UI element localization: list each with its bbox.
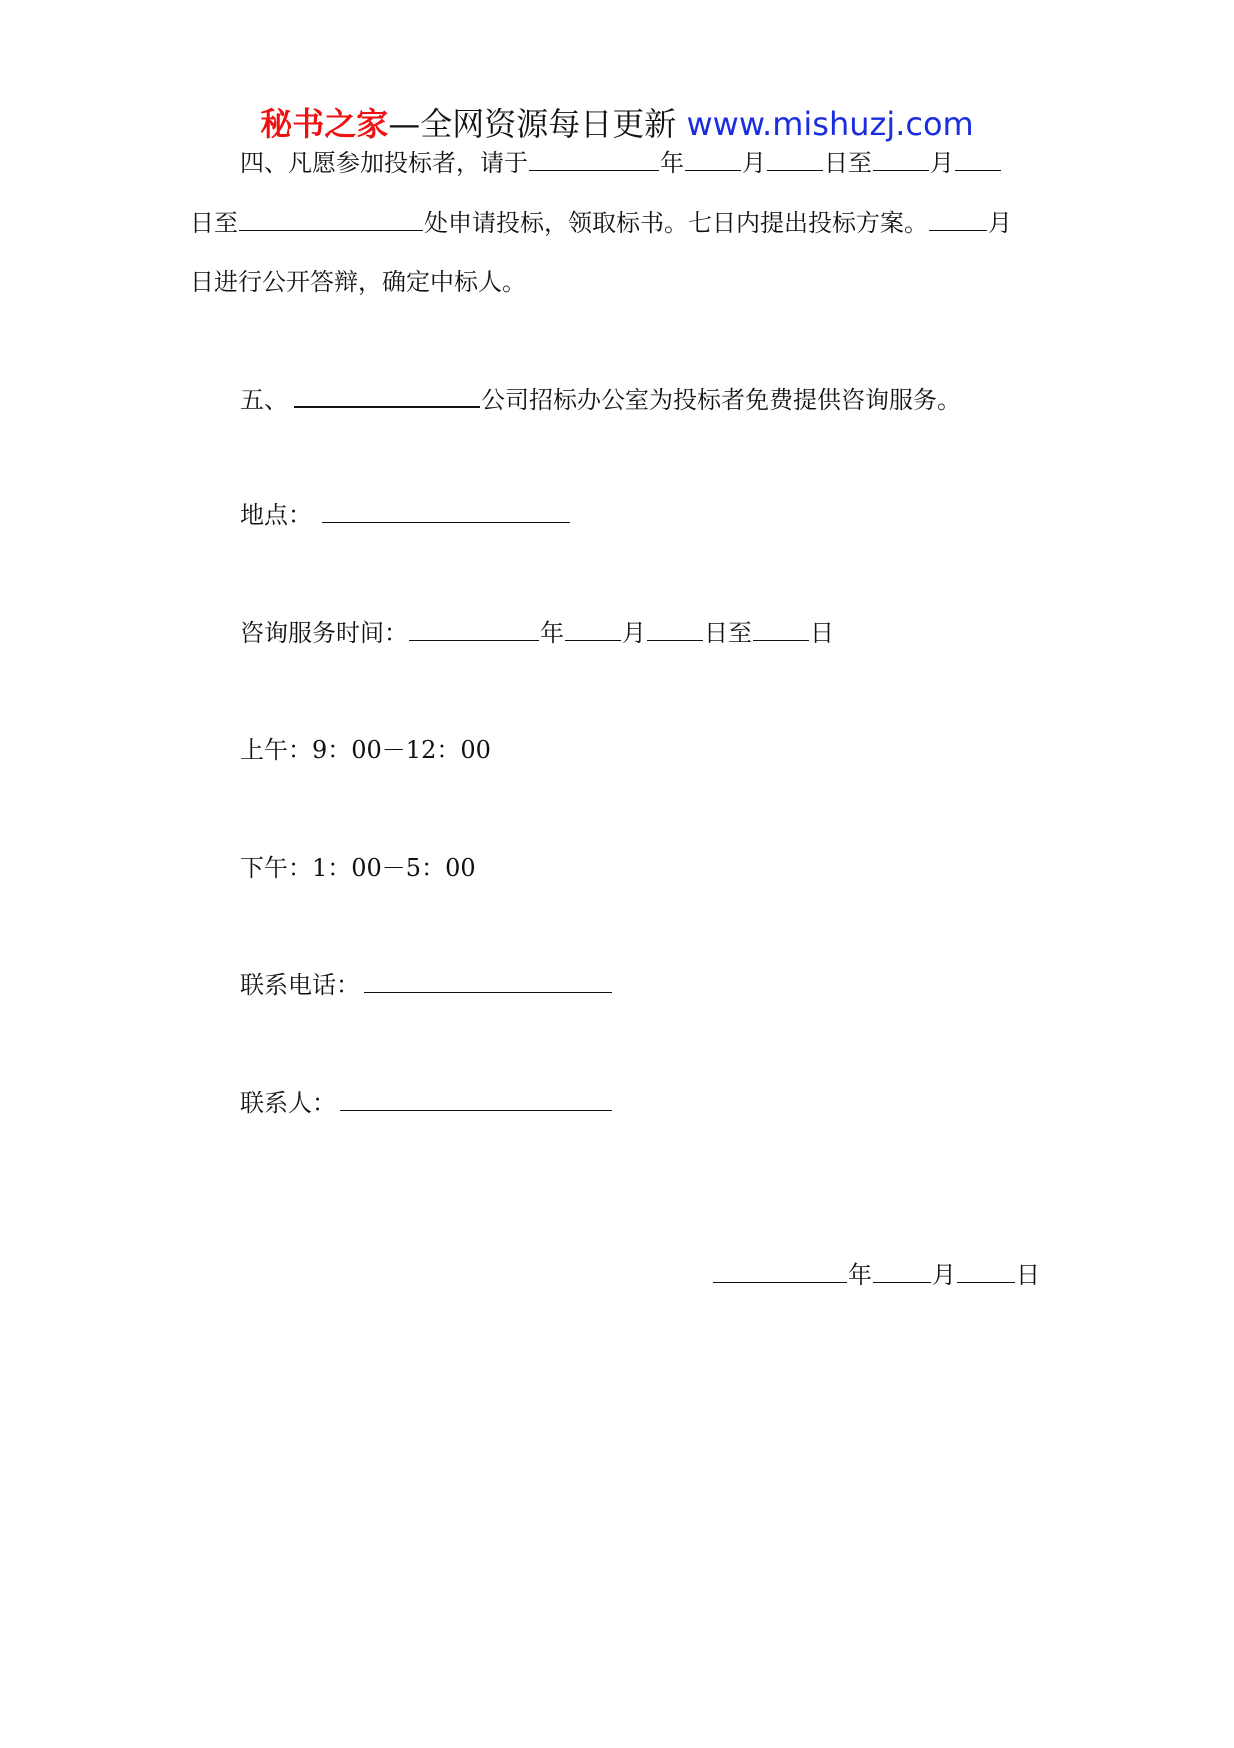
para4-text: 日进行公开答辩，确定中标人。 xyxy=(190,268,526,296)
para5-number: 五、 xyxy=(240,386,288,414)
day-to-text: 日至 xyxy=(704,619,752,647)
para4-text: 处申请投标，领取标书。七日内提出投标方案。 xyxy=(424,209,928,237)
blank-field xyxy=(647,616,703,641)
blank-field xyxy=(873,1258,931,1283)
day-char: 日 xyxy=(810,619,834,647)
site-watermark-header xyxy=(0,104,1234,144)
blank-field xyxy=(929,206,987,231)
header-separator: — xyxy=(388,105,421,143)
blank-field xyxy=(713,1258,847,1283)
location-blank-field xyxy=(322,498,570,523)
afternoon-hours xyxy=(240,852,476,884)
blank-field xyxy=(685,146,741,171)
day-char: 日 xyxy=(1016,1261,1040,1289)
year-char: 年 xyxy=(540,619,564,647)
afternoon-hours-text: 下午：1：00－5：00 xyxy=(240,854,476,882)
phone-blank-field xyxy=(364,968,612,993)
blank-field xyxy=(409,616,539,641)
header-tagline: 全网资源每日更新 xyxy=(420,105,677,143)
consult-time-line xyxy=(240,616,834,649)
para5 xyxy=(240,382,961,416)
contact-blank-field xyxy=(340,1086,612,1111)
para5-text: 公司招标办公室为投标者免费提供咨询服务。 xyxy=(481,386,961,414)
month-char: 月 xyxy=(622,619,646,647)
blank-field xyxy=(767,146,823,171)
month-char: 月 xyxy=(932,1261,956,1289)
site-url: www.mishuzj.com xyxy=(686,105,974,143)
signature-date-line xyxy=(712,1258,1040,1291)
para4-line2 xyxy=(190,206,1012,239)
blank-field xyxy=(955,146,1001,171)
blank-field xyxy=(753,616,809,641)
contact-line xyxy=(240,1086,613,1119)
phone-line xyxy=(240,968,613,1001)
blank-field xyxy=(529,146,659,171)
year-char: 年 xyxy=(848,1261,872,1289)
location-line xyxy=(240,498,571,531)
day-to-text: 日至 xyxy=(190,209,238,237)
phone-label: 联系电话： xyxy=(240,971,360,999)
blank-field xyxy=(239,206,423,231)
blank-field xyxy=(565,616,621,641)
blank-field xyxy=(957,1258,1015,1283)
para4-line3 xyxy=(190,266,526,298)
year-char: 年 xyxy=(660,149,684,177)
location-label: 地点： xyxy=(240,501,312,529)
consult-time-label: 咨询服务时间： xyxy=(240,619,408,647)
month-char: 月 xyxy=(988,209,1012,237)
day-to-text: 日至 xyxy=(824,149,872,177)
morning-hours-text: 上午：9：00－12：00 xyxy=(240,736,491,764)
site-brand: 秘书之家 xyxy=(260,105,389,143)
para4-text: 四、凡愿参加投标者，请于 xyxy=(240,149,528,177)
month-char: 月 xyxy=(742,149,766,177)
morning-hours xyxy=(240,734,491,766)
month-char: 月 xyxy=(930,149,954,177)
company-blank-field xyxy=(294,382,480,408)
contact-label: 联系人： xyxy=(240,1089,336,1117)
blank-field xyxy=(873,146,929,171)
para4-line1 xyxy=(240,146,1002,179)
